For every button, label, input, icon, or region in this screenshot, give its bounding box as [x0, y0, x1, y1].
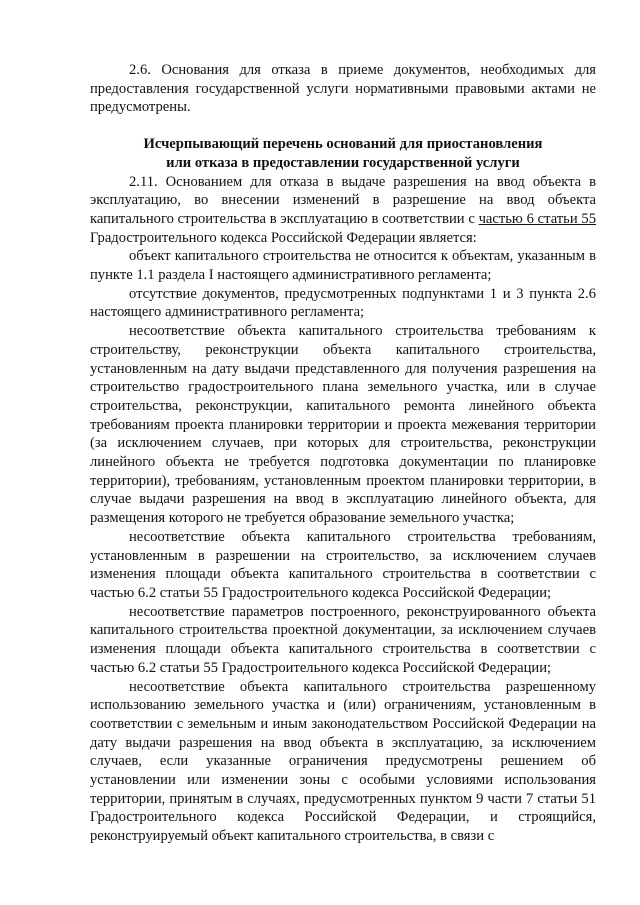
list-item: несоответствие объекта капитального строительства требованиям к строительству, реконструкции объекта капитального строительства, установленным на дату выдачи представленного для получения разрешения на строительство градостроительного плана земельного участка, или в случае строительства, реконструкции, капитального ремонта линейного объекта требованиям проекта планировки территории и проекта межевания территории (за исключением случаев, при которых для строительства, реконструкции линейного объекта не требуется подготовка документации по планировке территории), требованиям, установленным проектом планировки территории, в случае выдачи разрешения на ввод в эксплуатацию линейного объекта, для размещения которого не требуется образование земельного участка; — [90, 323, 596, 527]
paragraph-2-11-start: 2.11. Основанием для отказа в выдаче разрешения на ввод объекта в эксплуатацию, во внесении изменений в разрешение на ввод объекта капитального строительства в эксплуатацию в соответствии с — [90, 173, 596, 227]
heading-line-1: Исчерпывающий перечень оснований для приостановления — [143, 136, 543, 153]
paragraph-2-6: 2.6. Основания для отказа в приеме документов, необходимых для предоставления государственной услуги нормативными правовыми актами не предусмотрены. — [90, 62, 596, 116]
list-item: несоответствие объекта капитального строительства разрешенному использованию земельного участка и (или) ограничениям, установленным в соответствии с земельным и иным законодательством Российской Федерации на дату выдачи разрешения на ввод объекта в эксплуатацию, за исключением случаев, если указанные ограничения предусмотрены решением об установлении или изменении зоны с особыми условиями использования территории, принятым в случаях, предусмотренных пунктом 9 части 7 статьи 51 Градостроительного кодекса Российской Федерации, и строящийся, реконструируемый объект капитального строительства, в связи с — [90, 678, 596, 845]
heading-line-2: или отказа в предоставлении государственной услуги — [166, 154, 520, 171]
section-heading — [90, 135, 596, 172]
law-reference-link[interactable]: частью 6 статьи 55 — [478, 210, 596, 227]
paragraph-2-11-end: Градостроительного кодекса Российской Федерации является: — [90, 229, 477, 246]
list-item: объект капитального строительства не относится к объектам, указанным в пункте 1.1 раздела I настоящего административного регламента; — [90, 248, 596, 284]
list-item: несоответствие параметров построенного, реконструированного объекта капитального строительства проектной документации, за исключением случаев изменения площади объекта капитального строительства в соответствии с частью 6.2 статьи 55 Градостроительного кодекса Российской Федерации; — [90, 603, 596, 676]
paragraph-2-11 — [90, 173, 596, 248]
list-item: отсутствие документов, предусмотренных подпунктами 1 и 3 пункта 2.6 настоящего административного регламента; — [90, 285, 596, 321]
list-item: несоответствие объекта капитального строительства требованиям, установленным в разрешении на строительство, за исключением случаев изменения площади объекта капитального строительства в соответствии с частью 6.2 статьи 55 Градостроительного кодекса Российской Федерации; — [90, 528, 596, 601]
